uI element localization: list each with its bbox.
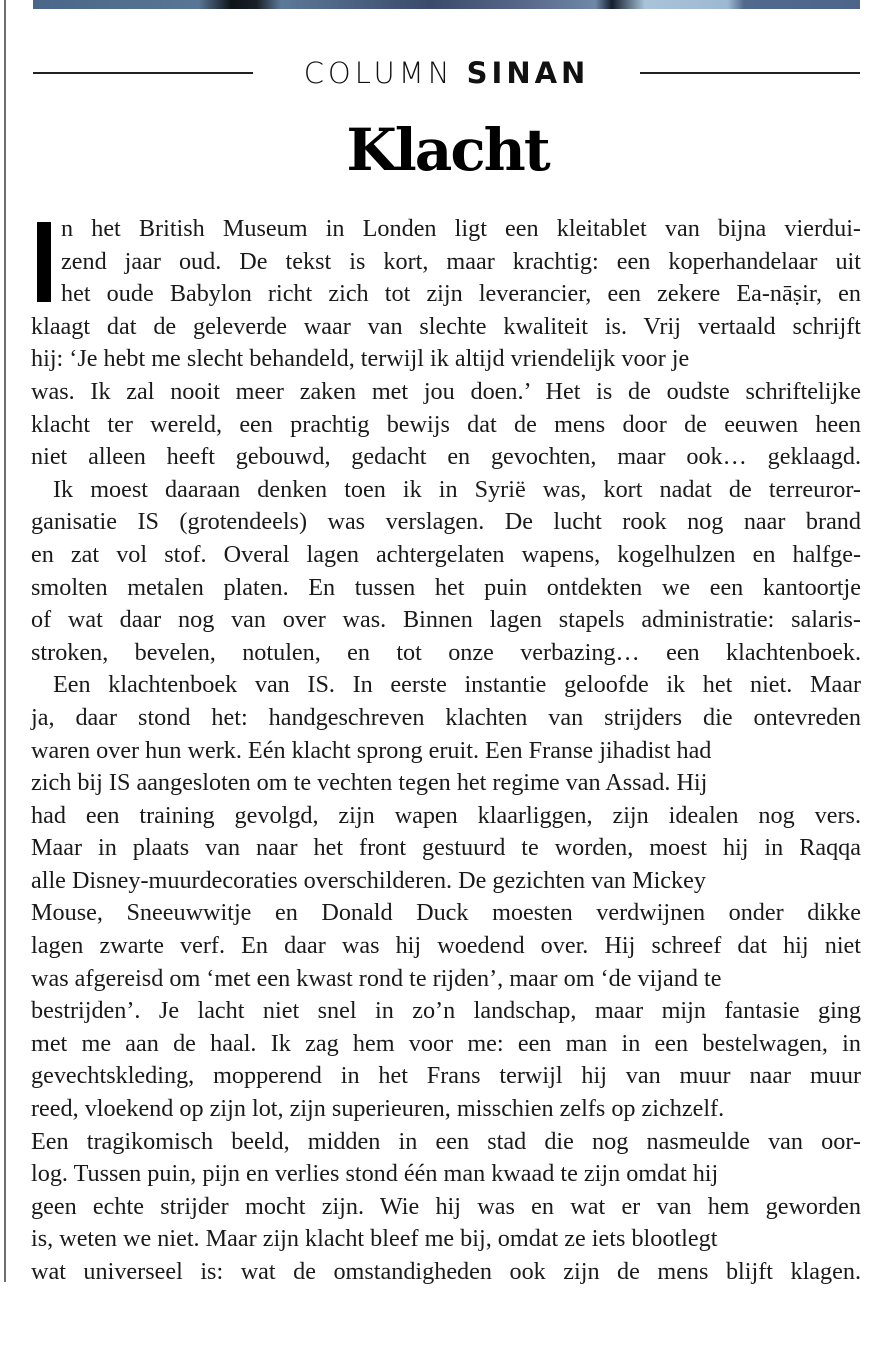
body-line: smolten metalen platen. En tussen het puin ontdekten we een kantoortje <box>31 573 861 601</box>
body-line: n het British Museum in Londen ligt een kleitablet van bijna vierdui- <box>61 215 861 242</box>
body-line: hij: ‘Je hebt me slecht behandeld, terwijl ik altijd vriendelijk voor je <box>31 345 690 373</box>
article-title: Klacht <box>346 116 549 184</box>
body-line: wat universeel is: wat de omstandigheden ook zijn de mens blijft klagen. <box>31 1258 861 1285</box>
body-line: lagen zwarte verf. En daar was hij woedend over. Hij schreef dat hij niet <box>31 932 861 960</box>
body-line: geen echte strijder mocht zijn. Wie hij was en wat er van hem geworden <box>31 1192 861 1220</box>
body-line: is, weten we niet. Maar zijn klacht bleef me bij, omdat ze iets blootlegt <box>31 1225 718 1253</box>
drop-cap <box>37 222 51 302</box>
body-line: log. Tussen puin, pijn en verlies stond één man kwaad te zijn omdat hij <box>31 1160 719 1188</box>
body-line: klaagt dat de geleverde waar van slechte kwaliteit is. Vrij vertaald schrijft <box>31 312 861 340</box>
body-line: zich bij IS aangesloten om te vechten tegen het regime van Assad. Hij <box>31 769 708 797</box>
body-line: klacht ter wereld, een prachtig bewijs dat de mens door de eeuwen heen <box>31 410 861 438</box>
body-line: ganisatie IS (grotendeels) was verslagen. De lucht rook nog naar brand <box>31 508 861 536</box>
body-line: stroken, bevelen, notulen, en tot onze verbazing… een klachtenboek. <box>31 638 861 666</box>
body-line: het oude Babylon richt zich tot zijn leverancier, een zekere Ea-nāṣir, en <box>61 280 861 308</box>
kicker-label <box>253 56 640 90</box>
body-line: gevechtskleding, mopperend in het Frans terwijl hij van muur naar muur <box>31 1062 861 1090</box>
body-line: was. Ik zal nooit meer zaken met jou doen.’ Het is de oudste schriftelijke <box>31 377 861 405</box>
body-line: met me aan de haal. Ik zag hem voor me: een man in een bestelwagen, in <box>31 1029 861 1057</box>
kicker-rule-right <box>640 72 860 74</box>
body-line: niet alleen heeft gebouwd, gedacht en gevochten, maar ook… geklaagd. <box>31 443 861 471</box>
body-line: Een klachtenboek van IS. In eerste instantie geloofde ik het niet. Maar <box>53 671 861 699</box>
body-line: alle Disney-muurdecoraties overschilderen. De gezichten van Mickey <box>31 866 706 894</box>
header-photo <box>33 0 860 9</box>
body-line: waren over hun werk. Eén klacht sprong eruit. Een Franse jihadist had <box>31 736 712 764</box>
body-line: ja, daar stond het: handgeschreven klachten van strijders die ontevreden <box>31 703 861 731</box>
body-line: reed, vloekend op zijn lot, zijn superieuren, misschien zelfs op zichzelf. <box>31 1095 725 1123</box>
body-line: en zat vol stof. Overal lagen achtergelaten wapens, kogelhulzen en halfge- <box>31 540 861 568</box>
body-line: had een training gevolgd, zijn wapen klaarliggen, zijn idealen nog vers. <box>31 801 861 829</box>
column-kicker <box>33 55 860 91</box>
page-edge-rule <box>4 0 6 1282</box>
body-line: zend jaar oud. De tekst is kort, maar krachtig: een koperhandelaar uit <box>61 247 861 275</box>
body-line: bestrijden’. Je lacht niet snel in zo’n landschap, maar mijn fantasie ging <box>31 997 861 1025</box>
kicker-rule-left <box>33 72 253 74</box>
body-line: Een tragikomisch beeld, midden in een stad die nog nasmeulde van oor- <box>31 1127 861 1155</box>
body-line: of wat daar nog van over was. Binnen lagen stapels administratie: salaris- <box>31 606 861 634</box>
kicker-column: COLUMN <box>303 56 454 90</box>
body-line: Ik moest daaraan denken toen ik in Syrië was, kort nadat de terreuror- <box>53 475 861 503</box>
body-line: Maar in plaats van naar het front gestuurd te worden, moest hij in Raqqa <box>31 834 861 862</box>
body-line: Mouse, Sneeuwwitje en Donald Duck moesten verdwijnen onder dikke <box>31 899 861 927</box>
article-body <box>31 213 861 1289</box>
body-line: was afgereisd om ‘met een kwast rond te rijden’, maar om ‘de vijand te <box>31 964 722 992</box>
kicker-author: SINAN <box>466 56 590 90</box>
